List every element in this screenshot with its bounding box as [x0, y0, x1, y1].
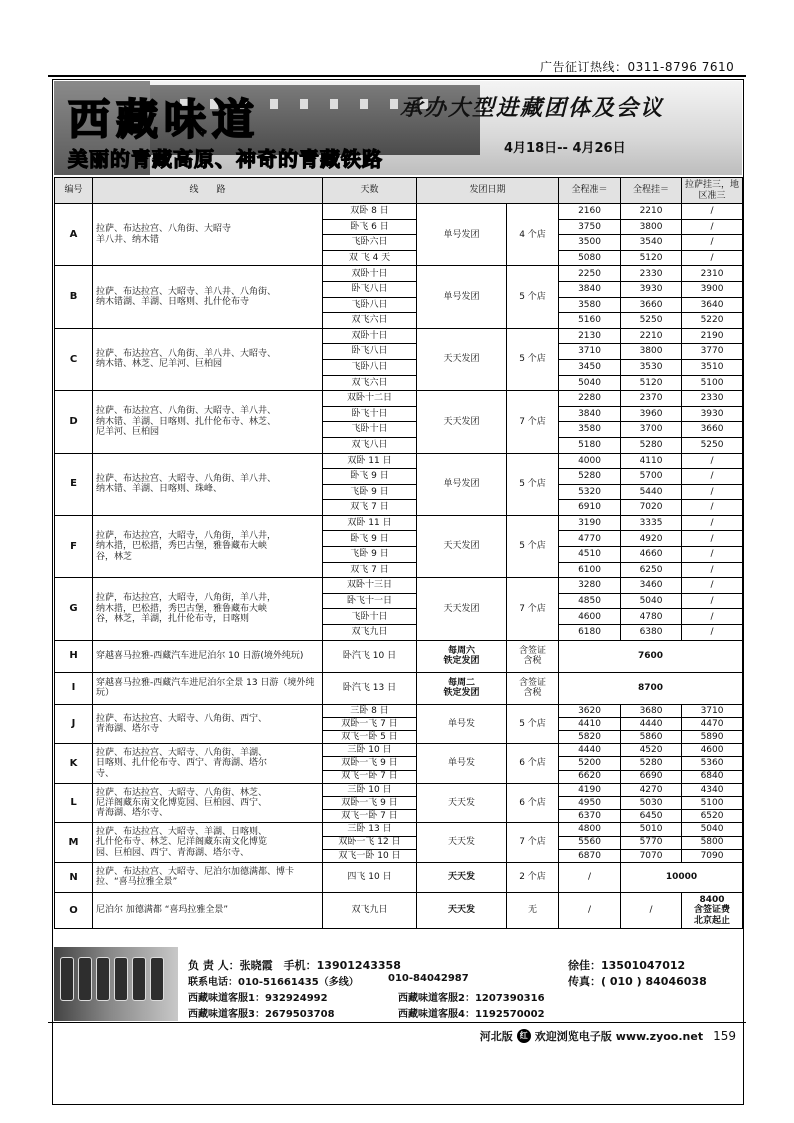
price-full-standard: 5160	[559, 313, 621, 329]
header-departure: 发团日期	[417, 178, 559, 204]
price-full-standard: 5180	[559, 437, 621, 453]
price-full-standard: 5560	[559, 836, 621, 849]
departure-schedule: 天天发	[417, 823, 507, 863]
header-price-3: 拉萨挂三，地区准三	[682, 178, 743, 204]
trip-days: 双卧一飞 12 日	[323, 836, 417, 849]
trip-days: 双飞 7 日	[323, 500, 417, 516]
price-full-standard: 5320	[559, 484, 621, 500]
route-code: G	[55, 578, 93, 640]
route-code: K	[55, 744, 93, 784]
route-description: 拉萨、布达拉宫、大昭寺、羊八井、八角街、 纳木错湖、羊湖、日喀则、扎什伦布寺	[93, 266, 323, 328]
hotel-count: 无	[507, 892, 559, 928]
price-full-star: 4440	[621, 717, 682, 730]
price-full-standard: 6180	[559, 625, 621, 641]
table-row	[55, 892, 743, 928]
price-full-star: 3335	[621, 515, 682, 531]
departure-schedule: 天天发团	[417, 328, 507, 390]
hotel-count: 含签证 含税	[507, 640, 559, 672]
table-row	[55, 328, 743, 344]
table-row	[55, 704, 743, 717]
route-code: O	[55, 892, 93, 928]
trip-days: 双飞一卧 10 日	[323, 849, 417, 862]
price-full-standard: 4800	[559, 823, 621, 836]
route-code: M	[55, 823, 93, 863]
price-lhasa-star: 2330	[682, 391, 743, 407]
price-lhasa-star: 7090	[682, 849, 743, 862]
price-full-standard: 4190	[559, 783, 621, 796]
price-full-star: 7020	[621, 500, 682, 516]
price-full-standard: 5820	[559, 731, 621, 744]
price-full-standard: 2130	[559, 328, 621, 344]
hotel-count: 7 个店	[507, 823, 559, 863]
price-full-standard: 2280	[559, 391, 621, 407]
price-full-star: 4110	[621, 453, 682, 469]
trip-days: 双卧一飞 7 日	[323, 717, 417, 730]
footer-edition: 河北版	[479, 1030, 513, 1043]
table-header	[55, 178, 743, 204]
trip-days: 双卧一飞 9 日	[323, 796, 417, 809]
departure-schedule: 天天发	[417, 862, 507, 892]
hotel-count: 5 个店	[507, 453, 559, 515]
price-full-star: 2210	[621, 328, 682, 344]
price-full-star: 5040	[621, 593, 682, 609]
price-lhasa-star: 5800	[682, 836, 743, 849]
route-code: B	[55, 266, 93, 328]
trip-days: 双飞 7 日	[323, 562, 417, 578]
price-lhasa-star: 2190	[682, 328, 743, 344]
trip-days: 卧汽飞 13 日	[323, 672, 417, 704]
hotel-count: 4 个店	[507, 204, 559, 266]
departure-schedule: 单号发	[417, 704, 507, 744]
trip-days: 飞卧 9 日	[323, 484, 417, 500]
price-lhasa-star: 6840	[682, 770, 743, 783]
price-lhasa-star: 3770	[682, 344, 743, 360]
footer-site-link[interactable]: www.zyoo.net	[615, 1029, 704, 1043]
price-full-standard: 4440	[559, 744, 621, 757]
departure-schedule: 天天发	[417, 892, 507, 928]
price-lhasa-star: 5890	[682, 731, 743, 744]
contact-qq-1: 西藏味道客服1：932924992	[188, 993, 328, 1004]
price-full-star: 4780	[621, 609, 682, 625]
route-description: 拉萨、布达拉宫、八角街、羊八井、大昭寺、 纳木错、林芝、尼羊河、巨柏园	[93, 328, 323, 390]
price-full-star: 5030	[621, 796, 682, 809]
trip-days: 卧飞 6 日	[323, 219, 417, 235]
route-code: C	[55, 328, 93, 390]
price-flat: 8700	[559, 672, 743, 704]
price-lhasa-star: 5220	[682, 313, 743, 329]
trip-days: 双飞六日	[323, 313, 417, 329]
price-lhasa-star: 3710	[682, 704, 743, 717]
price-full-standard: 3190	[559, 515, 621, 531]
price-full-star: 3960	[621, 406, 682, 422]
price-full-star: 4660	[621, 547, 682, 563]
table-row	[55, 640, 743, 672]
route-description: 穿越喜马拉雅-西藏汽车进尼泊尔 10 日游(境外纯玩)	[93, 640, 323, 672]
route-code: J	[55, 704, 93, 744]
price-full-star: 7070	[621, 849, 682, 862]
price-lhasa-star: /	[682, 204, 743, 220]
price-full-star: 5280	[621, 437, 682, 453]
price-full-standard: /	[559, 892, 621, 928]
price-full-standard: 4850	[559, 593, 621, 609]
price-full-star: 3800	[621, 344, 682, 360]
price-lhasa-star: /	[682, 562, 743, 578]
route-description: 拉萨、布达拉宫、大昭寺、尼泊尔加德满都、博卡拉、“喜马拉雅全景”	[93, 862, 323, 892]
bottom-divider	[48, 1022, 746, 1023]
trip-days: 飞卧八日	[323, 297, 417, 313]
price-lhasa-star: /	[682, 547, 743, 563]
price-full-star: 3540	[621, 235, 682, 251]
trip-days: 卧飞十一日	[323, 593, 417, 609]
header-days: 天数	[323, 178, 417, 204]
price-lhasa-star: /	[682, 484, 743, 500]
price-full-standard: 3840	[559, 281, 621, 297]
price-full-star: 2370	[621, 391, 682, 407]
trip-days: 卧飞 9 日	[323, 469, 417, 485]
route-description: 拉萨、布达拉宫、八角街、大昭寺 羊八井、纳木错	[93, 204, 323, 266]
trip-days: 双飞一卧 7 日	[323, 810, 417, 823]
trip-days: 双飞八日	[323, 437, 417, 453]
trip-days: 双飞一卧 7 日	[323, 770, 417, 783]
price-lhasa-star: 3660	[682, 422, 743, 438]
route-code: F	[55, 515, 93, 577]
route-code: N	[55, 862, 93, 892]
price-lhasa-star: 4600	[682, 744, 743, 757]
route-description: 尼泊尔 加德满都 “喜玛拉雅全景”	[93, 892, 323, 928]
price-full-star: 5700	[621, 469, 682, 485]
price-full-standard: 3450	[559, 359, 621, 375]
hotel-count: 含签证 含税	[507, 672, 559, 704]
route-code: A	[55, 204, 93, 266]
price-full-standard: 3280	[559, 578, 621, 594]
route-description: 拉萨，布达拉宫，大昭寺，八角街，羊八井， 纳木措，巴松措，秀巴古堡，雅鲁藏布大峡 谷，林芝	[93, 515, 323, 577]
price-lhasa-star: /	[682, 609, 743, 625]
price-lhasa-star: /	[682, 531, 743, 547]
trip-days: 三卧 13 日	[323, 823, 417, 836]
trip-days: 双卧一飞 9 日	[323, 757, 417, 770]
route-description: 拉萨、布达拉宫、大昭寺、羊湖、日喀则、 扎什伦布寺、林芝、尼洋阁藏东南文化博览 园、巨柏园、西宁、青海湖、塔尔寺、	[93, 823, 323, 863]
table-row	[55, 744, 743, 757]
price-lhasa-star: 5100	[682, 796, 743, 809]
trip-days: 卧飞十日	[323, 406, 417, 422]
departure-schedule: 天天发	[417, 783, 507, 823]
hotel-count: 5 个店	[507, 515, 559, 577]
trip-days: 双卧 11 日	[323, 515, 417, 531]
price-full-standard: 4510	[559, 547, 621, 563]
trip-days: 双飞九日	[323, 625, 417, 641]
price-full-star: 5250	[621, 313, 682, 329]
price-lhasa-star: /	[682, 578, 743, 594]
price-flat: 7600	[559, 640, 743, 672]
trip-days: 双飞六日	[323, 375, 417, 391]
footer	[480, 1028, 736, 1044]
route-description: 拉萨、布达拉宫、大昭寺、八角街、林芝、 尼洋阁藏东南文化博览园、巨柏园、西宁、 青海湖、塔尔寺、	[93, 783, 323, 823]
page-number: 159	[713, 1029, 736, 1043]
price-lhasa-star: /	[682, 453, 743, 469]
route-description: 拉萨、布达拉宫、八角街、大昭寺、羊八井、 纳木错、羊湖、日喀则、扎什伦布寺、林芝、 尼羊河、巨柏园	[93, 391, 323, 453]
price-full-star: 2210	[621, 204, 682, 220]
price-lhasa-star: /	[682, 219, 743, 235]
price-full-star: 5440	[621, 484, 682, 500]
trip-days: 飞卧十日	[323, 609, 417, 625]
price-full-standard: 6100	[559, 562, 621, 578]
price-lhasa-star: 5100	[682, 375, 743, 391]
table-row	[55, 783, 743, 796]
price-full-star: 3700	[621, 422, 682, 438]
trip-days: 双卧 8 日	[323, 204, 417, 220]
hotel-count: 5 个店	[507, 266, 559, 328]
contact-qq-3: 西藏味道客服3：2679503708	[188, 1009, 335, 1020]
trip-days: 飞卧十日	[323, 422, 417, 438]
route-code: H	[55, 640, 93, 672]
contact-fax: 传真：( 010 ) 84046038	[568, 975, 707, 988]
price-full-star: 6690	[621, 770, 682, 783]
price-full-standard: 4000	[559, 453, 621, 469]
trip-days: 双卧十日	[323, 328, 417, 344]
price-full-star: 5860	[621, 731, 682, 744]
route-description: 拉萨、布达拉宫、大昭寺、八角街、羊湖、 日喀则、扎什伦布寺、西宁、青海湖、塔尔 寺、	[93, 744, 323, 784]
trip-days: 双卧十二日	[323, 391, 417, 407]
price-full-star: 3460	[621, 578, 682, 594]
contact-qq-4: 西藏味道客服4：1192570002	[398, 1009, 545, 1020]
price-lhasa-star: 4340	[682, 783, 743, 796]
price-full-standard: 3840	[559, 406, 621, 422]
table-row	[55, 204, 743, 220]
price-lhasa-star: 5040	[682, 823, 743, 836]
table-row	[55, 515, 743, 531]
banner-dates: 4月18日-- 4月26日	[504, 141, 626, 156]
hotel-count: 6 个店	[507, 783, 559, 823]
price-full-star: 3930	[621, 281, 682, 297]
route-description: 拉萨、布达拉宫、大昭寺、八角街、西宁、 青海湖、塔尔寺	[93, 704, 323, 744]
price-full-star: 3660	[621, 297, 682, 313]
departure-schedule: 每周六 铁定发团	[417, 640, 507, 672]
price-lhasa-star: 3930	[682, 406, 743, 422]
price-lhasa-star: 3900	[682, 281, 743, 297]
banner	[54, 81, 742, 175]
departure-schedule: 单号发团	[417, 266, 507, 328]
table-row	[55, 823, 743, 836]
departure-schedule: 天天发团	[417, 515, 507, 577]
route-code: I	[55, 672, 93, 704]
trip-days: 卧汽飞 10 日	[323, 640, 417, 672]
banner-slogan: 承办大型进藏团体及会议	[400, 95, 665, 121]
trip-days: 飞卧六日	[323, 235, 417, 251]
price-lhasa-star: 8400 含签证费 北京起止	[682, 892, 743, 928]
price-full-standard: 5200	[559, 757, 621, 770]
price-flat: 10000	[621, 862, 743, 892]
price-lhasa-star: 6520	[682, 810, 743, 823]
price-full-star: 5280	[621, 757, 682, 770]
price-lhasa-star: /	[682, 500, 743, 516]
header-route: 线 路	[93, 178, 323, 204]
banner-subtitle: 美丽的青藏高原、神奇的青藏铁路	[68, 147, 383, 171]
price-full-standard: 6870	[559, 849, 621, 862]
price-full-star: 4520	[621, 744, 682, 757]
price-full-standard: /	[559, 862, 621, 892]
trip-days: 双 飞 4 天	[323, 250, 417, 266]
price-full-star: 3800	[621, 219, 682, 235]
departure-schedule: 单号发团	[417, 204, 507, 266]
footer-badge-icon: 红	[517, 1029, 531, 1043]
trip-days: 双卧 11 日	[323, 453, 417, 469]
price-full-star: 4920	[621, 531, 682, 547]
hotel-count: 2 个店	[507, 862, 559, 892]
table-row	[55, 862, 743, 892]
price-full-star: 5010	[621, 823, 682, 836]
price-full-standard: 4410	[559, 717, 621, 730]
table-row	[55, 266, 743, 282]
header-price-2: 全程挂＝	[621, 178, 682, 204]
contact-manager-2: 徐佳：13501047012	[568, 959, 686, 972]
price-lhasa-star: /	[682, 235, 743, 251]
top-divider	[48, 75, 746, 77]
contact-section	[54, 947, 742, 1021]
departure-schedule: 单号发	[417, 744, 507, 784]
departure-schedule: 天天发团	[417, 391, 507, 453]
price-full-standard: 6370	[559, 810, 621, 823]
price-full-star: 2330	[621, 266, 682, 282]
price-full-standard: 3580	[559, 422, 621, 438]
route-code: E	[55, 453, 93, 515]
hotel-count: 5 个店	[507, 704, 559, 744]
price-lhasa-star: /	[682, 625, 743, 641]
price-full-standard: 6910	[559, 500, 621, 516]
price-lhasa-star: 5360	[682, 757, 743, 770]
trip-days: 飞卧八日	[323, 359, 417, 375]
trip-days: 双飞一卧 5 日	[323, 731, 417, 744]
price-full-star: 4270	[621, 783, 682, 796]
price-lhasa-star: /	[682, 250, 743, 266]
departure-schedule: 天天发团	[417, 578, 507, 640]
route-code: D	[55, 391, 93, 453]
price-lhasa-star: /	[682, 515, 743, 531]
price-lhasa-star: /	[682, 469, 743, 485]
trip-days: 三卧 10 日	[323, 744, 417, 757]
price-full-standard: 4950	[559, 796, 621, 809]
route-description: 拉萨，布达拉宫，大昭寺，八角街，羊八井， 纳木措，巴松措，秀巴古堡，雅鲁藏布大峡 谷，林芝，羊湖，扎什伦布寺，日喀则	[93, 578, 323, 640]
trip-days: 双卧十日	[323, 266, 417, 282]
ad-hotline: 广告征订热线：0311-8796 7610	[540, 60, 735, 74]
price-full-star: /	[621, 892, 682, 928]
route-code: L	[55, 783, 93, 823]
contact-qq-2: 西藏味道客服2：1207390316	[398, 993, 545, 1004]
header-price-1: 全程准＝	[559, 178, 621, 204]
trip-days: 卧飞八日	[323, 281, 417, 297]
table-row	[55, 391, 743, 407]
trip-days: 飞卧 9 日	[323, 547, 417, 563]
price-full-star: 5770	[621, 836, 682, 849]
hotel-count: 7 个店	[507, 578, 559, 640]
price-lhasa-star: 3640	[682, 297, 743, 313]
banner-title: 西藏味道	[68, 95, 261, 144]
departure-schedule: 每周二 铁定发团	[417, 672, 507, 704]
trip-days: 卧飞八日	[323, 344, 417, 360]
price-full-star: 6380	[621, 625, 682, 641]
price-full-standard: 5040	[559, 375, 621, 391]
price-lhasa-star: 3510	[682, 359, 743, 375]
table-row	[55, 672, 743, 704]
price-full-standard: 3710	[559, 344, 621, 360]
header-code: 编号	[55, 178, 93, 204]
contact-manager: 负 责 人：张晓霞 手机：13901243358	[188, 959, 401, 972]
price-full-star: 6250	[621, 562, 682, 578]
price-full-standard: 4600	[559, 609, 621, 625]
trip-days: 四飞 10 日	[323, 862, 417, 892]
footer-slogan: 欢迎浏览电子版	[534, 1030, 612, 1043]
hotel-count: 6 个店	[507, 744, 559, 784]
price-full-standard: 5080	[559, 250, 621, 266]
price-full-standard: 6620	[559, 770, 621, 783]
price-lhasa-star: 4470	[682, 717, 743, 730]
route-price-table	[54, 177, 743, 929]
contact-phone-2: 010-84042987	[388, 973, 469, 984]
price-full-standard: 3500	[559, 235, 621, 251]
price-lhasa-star: /	[682, 593, 743, 609]
prayer-wheels-image	[54, 947, 178, 1021]
hotel-count: 5 个店	[507, 328, 559, 390]
price-full-star: 5120	[621, 250, 682, 266]
price-full-standard: 2160	[559, 204, 621, 220]
price-full-standard: 3620	[559, 704, 621, 717]
price-full-star: 5120	[621, 375, 682, 391]
price-full-star: 3530	[621, 359, 682, 375]
price-lhasa-star: 5250	[682, 437, 743, 453]
table-row	[55, 453, 743, 469]
hotel-count: 7 个店	[507, 391, 559, 453]
trip-days: 双飞九日	[323, 892, 417, 928]
trip-days: 双卧十三日	[323, 578, 417, 594]
departure-schedule: 单号发团	[417, 453, 507, 515]
trip-days: 三卧 8 日	[323, 704, 417, 717]
price-lhasa-star: 2310	[682, 266, 743, 282]
price-full-standard: 3580	[559, 297, 621, 313]
contact-phone: 联系电话：010-51661435（多线）	[188, 977, 359, 988]
price-full-star: 6450	[621, 810, 682, 823]
trip-days: 三卧 10 日	[323, 783, 417, 796]
price-full-standard: 5280	[559, 469, 621, 485]
price-full-standard: 2250	[559, 266, 621, 282]
table-row	[55, 578, 743, 594]
route-description: 穿越喜马拉雅-西藏汽车进尼泊尔全景 13 日游（境外纯玩）	[93, 672, 323, 704]
price-full-star: 3680	[621, 704, 682, 717]
price-full-standard: 4770	[559, 531, 621, 547]
price-full-standard: 3750	[559, 219, 621, 235]
route-description: 拉萨、布达拉宫、大昭寺、八角街、羊八井、 纳木错、羊湖、日喀则、珠峰、	[93, 453, 323, 515]
trip-days: 卧飞 9 日	[323, 531, 417, 547]
